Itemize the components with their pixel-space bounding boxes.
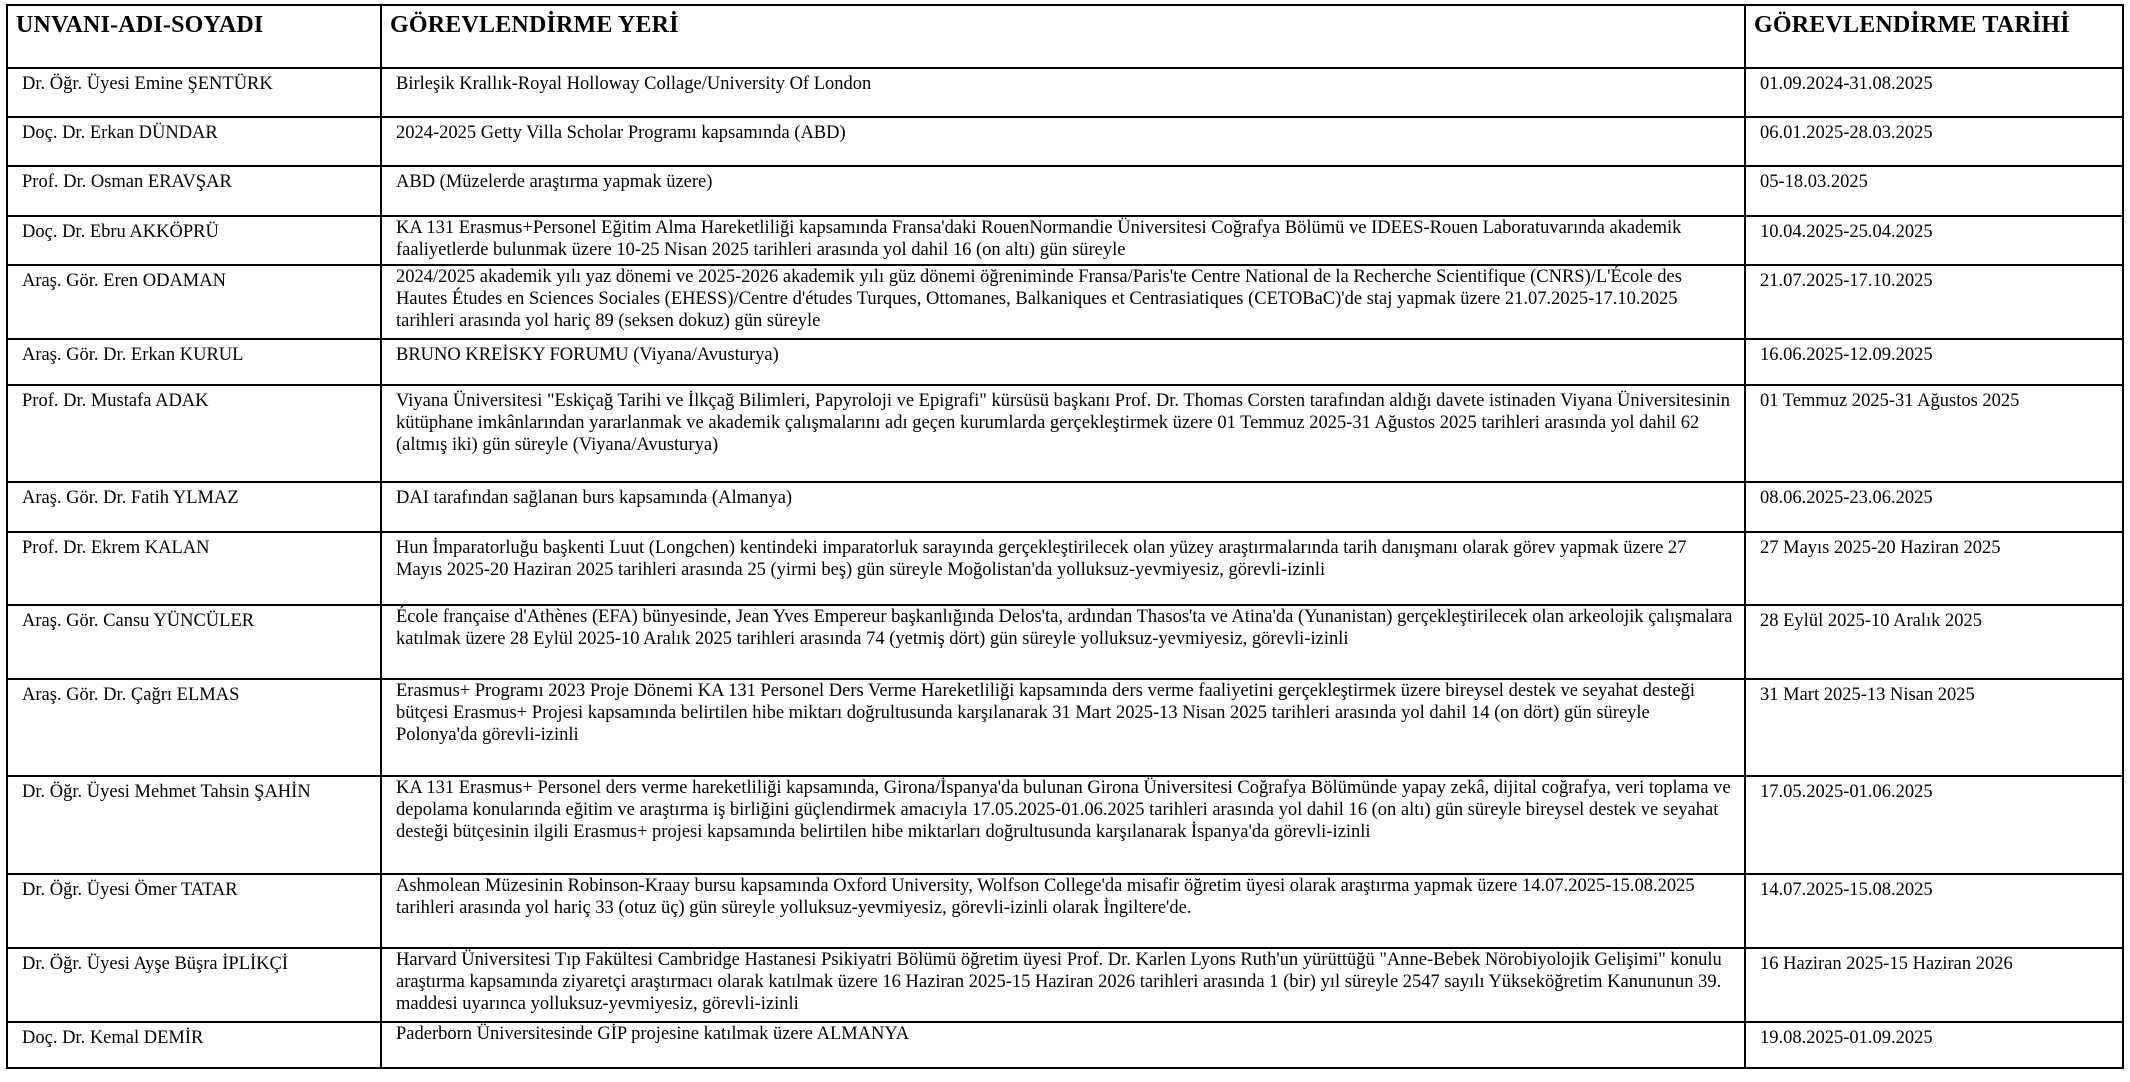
row-place: Viyana Üniversitesi "Eskiçağ Tarihi ve İlkçağ Bilimleri, Papyroloji ve Epigrafi" kürsüsü başkanı Prof. Dr. Thomas Corsten tarafından aldığı davete istinaden Viyana Üniversitesinin kütüphane imkânlarından yararlanmak ve akademik çalışmalarını adı geçen kurumlarda gerçekleştirmek üzere 01 Temmuz 2025-31 Ağustos 2025 tarihleri arasında yol dahil 62 (altmış iki) gün süreyle (Viyana/Avusturya): [381, 385, 1745, 482]
row-place: KA 131 Erasmus+Personel Eğitim Alma Hareketliliği kapsamında Fransa'daki RouenNormandie Üniversitesi Coğrafya Bölümü ve IDEES-Rouen Laboratuvarında akademik faaliyetlerde bulunmak üzere 10-25 Nisan 2025 tarihleri arasında yol dahil 16 (on altı) gün süreyle: [381, 216, 1745, 265]
table-row: [7, 216, 2123, 265]
row-name: Dr. Öğr. Üyesi Mehmet Tahsin ŞAHİN: [7, 776, 381, 874]
row-place: KA 131 Erasmus+ Personel ders verme hareketliliği kapsamında, Girona/İspanya'da bulunan Girona Üniversitesi Coğrafya Bölümünde yapay zekâ, dijital coğrafya, veri toplama ve depolama konularında eğitim ve araştırma iş birliğini güçlendirmek amacıyla 17.05.2025-01.06.2025 tarihleri arasında yol dahil 16 (on altı) gün süreyle bireysel destek ve seyahat desteği bütçesinin ilgili Erasmus+ projesi kapsamında belirtilen hibe miktarları doğrultusunda karşılanarak İspanya'da görevli-izinli: [381, 776, 1745, 874]
row-place: Hun İmparatorluğu başkenti Luut (Longchen) kentindeki imparatorluk sarayında gerçekleştirilecek olan yüzey araştırmalarında tarih danışmanı olarak görev yapmak üzere 27 Mayıs 2025-20 Haziran 2025 tarihleri arasında 25 (yirmi beş) gün süreyle Moğolistan'da yolluksuz-yevmiyesiz, görevli-izinli: [381, 532, 1745, 605]
table-row: [7, 874, 2123, 948]
table-row: [7, 1022, 2123, 1068]
table-row: [7, 679, 2123, 776]
row-date: 17.05.2025-01.06.2025: [1745, 776, 2123, 874]
row-place: Birleşik Krallık-Royal Holloway Collage/University Of London: [381, 68, 1745, 117]
row-date: 28 Eylül 2025-10 Aralık 2025: [1745, 605, 2123, 679]
row-place: BRUNO KREİSKY FORUMU (Viyana/Avusturya): [381, 339, 1745, 385]
table-row: [7, 265, 2123, 339]
row-place: Paderborn Üniversitesinde GİP projesine katılmak üzere ALMANYA: [381, 1022, 1745, 1068]
row-place: Ashmolean Müzesinin Robinson-Kraay bursu kapsamında Oxford University, Wolfson College'da misafir öğretim üyesi olarak araştırma yapmak üzere 14.07.2025-15.08.2025 tarihleri arasında yol hariç 33 (otuz üç) gün süreyle yolluksuz-yevmiyesiz, görevli-izinli olarak İngiltere'de.: [381, 874, 1745, 948]
row-name: Araş. Gör. Dr. Erkan KURUL: [7, 339, 381, 385]
row-name: Dr. Öğr. Üyesi Ömer TATAR: [7, 874, 381, 948]
row-place: Harvard Üniversitesi Tıp Fakültesi Cambridge Hastanesi Psikiyatri Bölümü öğretim üyesi Prof. Dr. Karlen Lyons Ruth'un yürüttüğü "Anne-Bebek Nörobiyolojik Gelişimi" konulu araştırma kapsamında ziyaretçi araştırmacı olarak katılmak üzere 16 Haziran 2025-15 Haziran 2026 tarihleri arasında 1 (bir) yıl süreyle 2547 sayılı Yükseköğretim Kanununun 39. maddesi uyarınca yolluksuz-yevmiyesiz, görevli-izinli: [381, 948, 1745, 1022]
row-place: 2024-2025 Getty Villa Scholar Programı kapsamında (ABD): [381, 117, 1745, 166]
row-name: Doç. Dr. Erkan DÜNDAR: [7, 117, 381, 166]
row-place: DAI tarafından sağlanan burs kapsamında (Almanya): [381, 482, 1745, 532]
table-row: [7, 166, 2123, 216]
row-date: 14.07.2025-15.08.2025: [1745, 874, 2123, 948]
row-name: Araş. Gör. Eren ODAMAN: [7, 265, 381, 339]
table-row: [7, 776, 2123, 874]
row-name: Prof. Dr. Osman ERAVŞAR: [7, 166, 381, 216]
header-date: GÖREVLENDİRME TARİHİ: [1745, 5, 2123, 68]
table-row: [7, 385, 2123, 482]
row-date: 06.01.2025-28.03.2025: [1745, 117, 2123, 166]
row-date: 08.06.2025-23.06.2025: [1745, 482, 2123, 532]
row-place: École française d'Athènes (EFA) bünyesinde, Jean Yves Empereur başkanlığında Delos'ta, ardından Thasos'ta ve Atina'da (Yunanistan) gerçekleştirilecek olan arkeolojik çalışmalara katılmak üzere 28 Eylül 2025-10 Aralık 2025 tarihleri arasında 74 (yetmiş dört) gün süreyle yolluksuz-yevmiyesiz, görevli-izinli: [381, 605, 1745, 679]
table-row: [7, 339, 2123, 385]
table-row: [7, 117, 2123, 166]
row-date: 10.04.2025-25.04.2025: [1745, 216, 2123, 265]
row-date: 01.09.2024-31.08.2025: [1745, 68, 2123, 117]
row-name: Doç. Dr. Ebru AKKÖPRÜ: [7, 216, 381, 265]
table-row: [7, 482, 2123, 532]
table-row: [7, 68, 2123, 117]
row-place: Erasmus+ Programı 2023 Proje Dönemi KA 131 Personel Ders Verme Hareketliliği kapsamında ders verme faaliyetini gerçekleştirmek üzere bireysel destek ve seyahat desteği bütçesi Erasmus+ Projesi kapsamında belirtilen hibe miktarı doğrultusunda karşılanarak 31 Mart 2025-13 Nisan 2025 tarihleri arasında yol dahil 14 (on dört) gün süreyle Polonya'da görevli-izinli: [381, 679, 1745, 776]
row-date: 01 Temmuz 2025-31 Ağustos 2025: [1745, 385, 2123, 482]
row-place: ABD (Müzelerde araştırma yapmak üzere): [381, 166, 1745, 216]
row-name: Araş. Gör. Cansu YÜNCÜLER: [7, 605, 381, 679]
row-date: 31 Mart 2025-13 Nisan 2025: [1745, 679, 2123, 776]
row-name: Prof. Dr. Ekrem KALAN: [7, 532, 381, 605]
table-row: [7, 605, 2123, 679]
row-date: 21.07.2025-17.10.2025: [1745, 265, 2123, 339]
row-name: Doç. Dr. Kemal DEMİR: [7, 1022, 381, 1068]
table-row: [7, 948, 2123, 1022]
row-name: Araş. Gör. Dr. Çağrı ELMAS: [7, 679, 381, 776]
row-name: Araş. Gör. Dr. Fatih YLMAZ: [7, 482, 381, 532]
table-header-row: [7, 5, 2123, 68]
assignments-table: [6, 4, 2124, 1069]
row-place: 2024/2025 akademik yılı yaz dönemi ve 2025-2026 akademik yılı güz dönemi öğreniminde Fransa/Paris'te Centre National de la Recherche Scientifique (CNRS)/L'École des Hautes Études en Sciences Sociales (EHESS)/Centre d'études Turques, Ottomanes, Balkaniques et Centrasiatiques (CETOBaC)'de staj yapmak üzere 21.07.2025-17.10.2025 tarihleri arasında yol hariç 89 (seksen dokuz) gün süreyle: [381, 265, 1745, 339]
row-date: 19.08.2025-01.09.2025: [1745, 1022, 2123, 1068]
header-name: UNVANI-ADI-SOYADI: [7, 5, 381, 68]
row-date: 16.06.2025-12.09.2025: [1745, 339, 2123, 385]
row-name: Dr. Öğr. Üyesi Emine ŞENTÜRK: [7, 68, 381, 117]
row-date: 16 Haziran 2025-15 Haziran 2026: [1745, 948, 2123, 1022]
row-name: Prof. Dr. Mustafa ADAK: [7, 385, 381, 482]
row-date: 27 Mayıs 2025-20 Haziran 2025: [1745, 532, 2123, 605]
row-date: 05-18.03.2025: [1745, 166, 2123, 216]
header-place: GÖREVLENDİRME YERİ: [381, 5, 1745, 68]
table-row: [7, 532, 2123, 605]
row-name: Dr. Öğr. Üyesi Ayşe Büşra İPLİKÇİ: [7, 948, 381, 1022]
